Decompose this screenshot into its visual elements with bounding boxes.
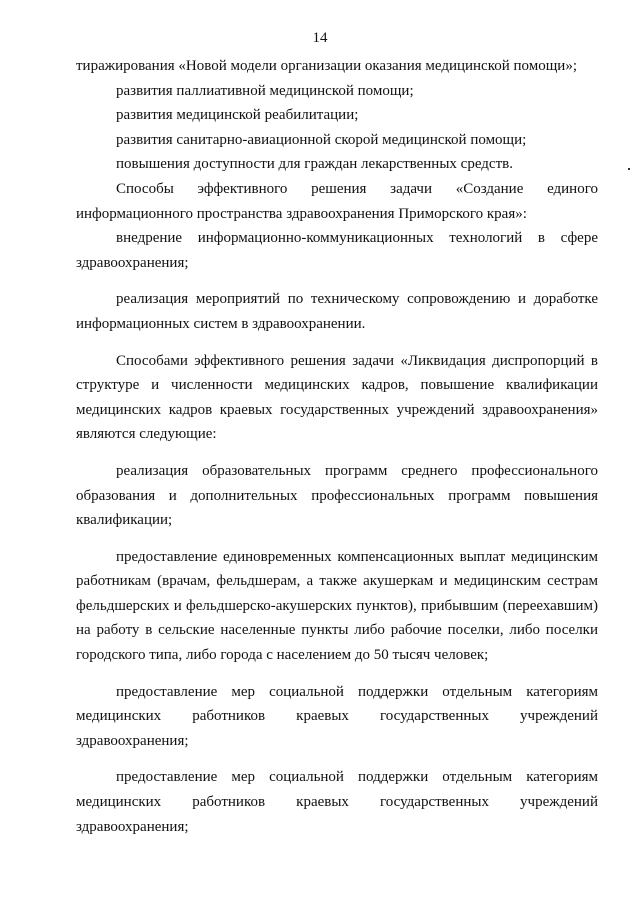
paragraph: предоставление единовременных компенсационных выплат медицинским работникам (врачам, фельдшерам, а также акушеркам и медицинским сестрам фельдшерских и фельдшерско-акушерских пунктов), прибывшим (переехавшим) на работу в сельские населенные пункты либо рабочие поселки, либо поселки городского типа, либо города с населением до 50 тысяч человек; [76, 548, 598, 664]
page-body [76, 54, 598, 839]
scan-speck [628, 168, 630, 170]
paragraph: Способы эффективного решения задачи «Создание единого информационного пространства здравоохранения Приморского края»: [76, 180, 598, 222]
paragraph: тиражирования «Новой модели организации оказания медицинской помощи»; [76, 58, 577, 74]
paragraph: повышения доступности для граждан лекарственных средств. [116, 156, 513, 173]
paragraph: реализация мероприятий по техническому сопровождению и доработке информационных систем в здравоохранении. [76, 291, 598, 332]
paragraph: развития паллиативной медицинской помощи; [116, 82, 414, 99]
page-number: 14 [312, 30, 328, 46]
paragraph: предоставление мер социальной поддержки отдельным категориям медицинских работников краевых государственных учреждений здравоохранения; [76, 683, 598, 749]
paragraph: внедрение информационно-коммуникационных технологий в сфере здравоохранения; [76, 230, 598, 271]
paragraph: Способами эффективного решения задачи «Ликвидация диспропорций в структуре и численности медицинских кадров, повышение квалификации медицинских кадров краевых государственных учреждений здравоохранения» являются следующие: [76, 352, 598, 443]
paragraph: реализация образовательных программ среднего профессионального образования и дополнительных профессиональных программ повышения квалификации; [76, 462, 598, 529]
paragraph: предоставление мер социальной поддержки отдельным категориям медицинских работников краевых государственных учреждений здравоохранения; [76, 769, 598, 835]
paragraph: развития санитарно-авиационной скорой медицинской помощи; [116, 131, 527, 148]
paragraph: развития медицинской реабилитации; [116, 107, 359, 124]
